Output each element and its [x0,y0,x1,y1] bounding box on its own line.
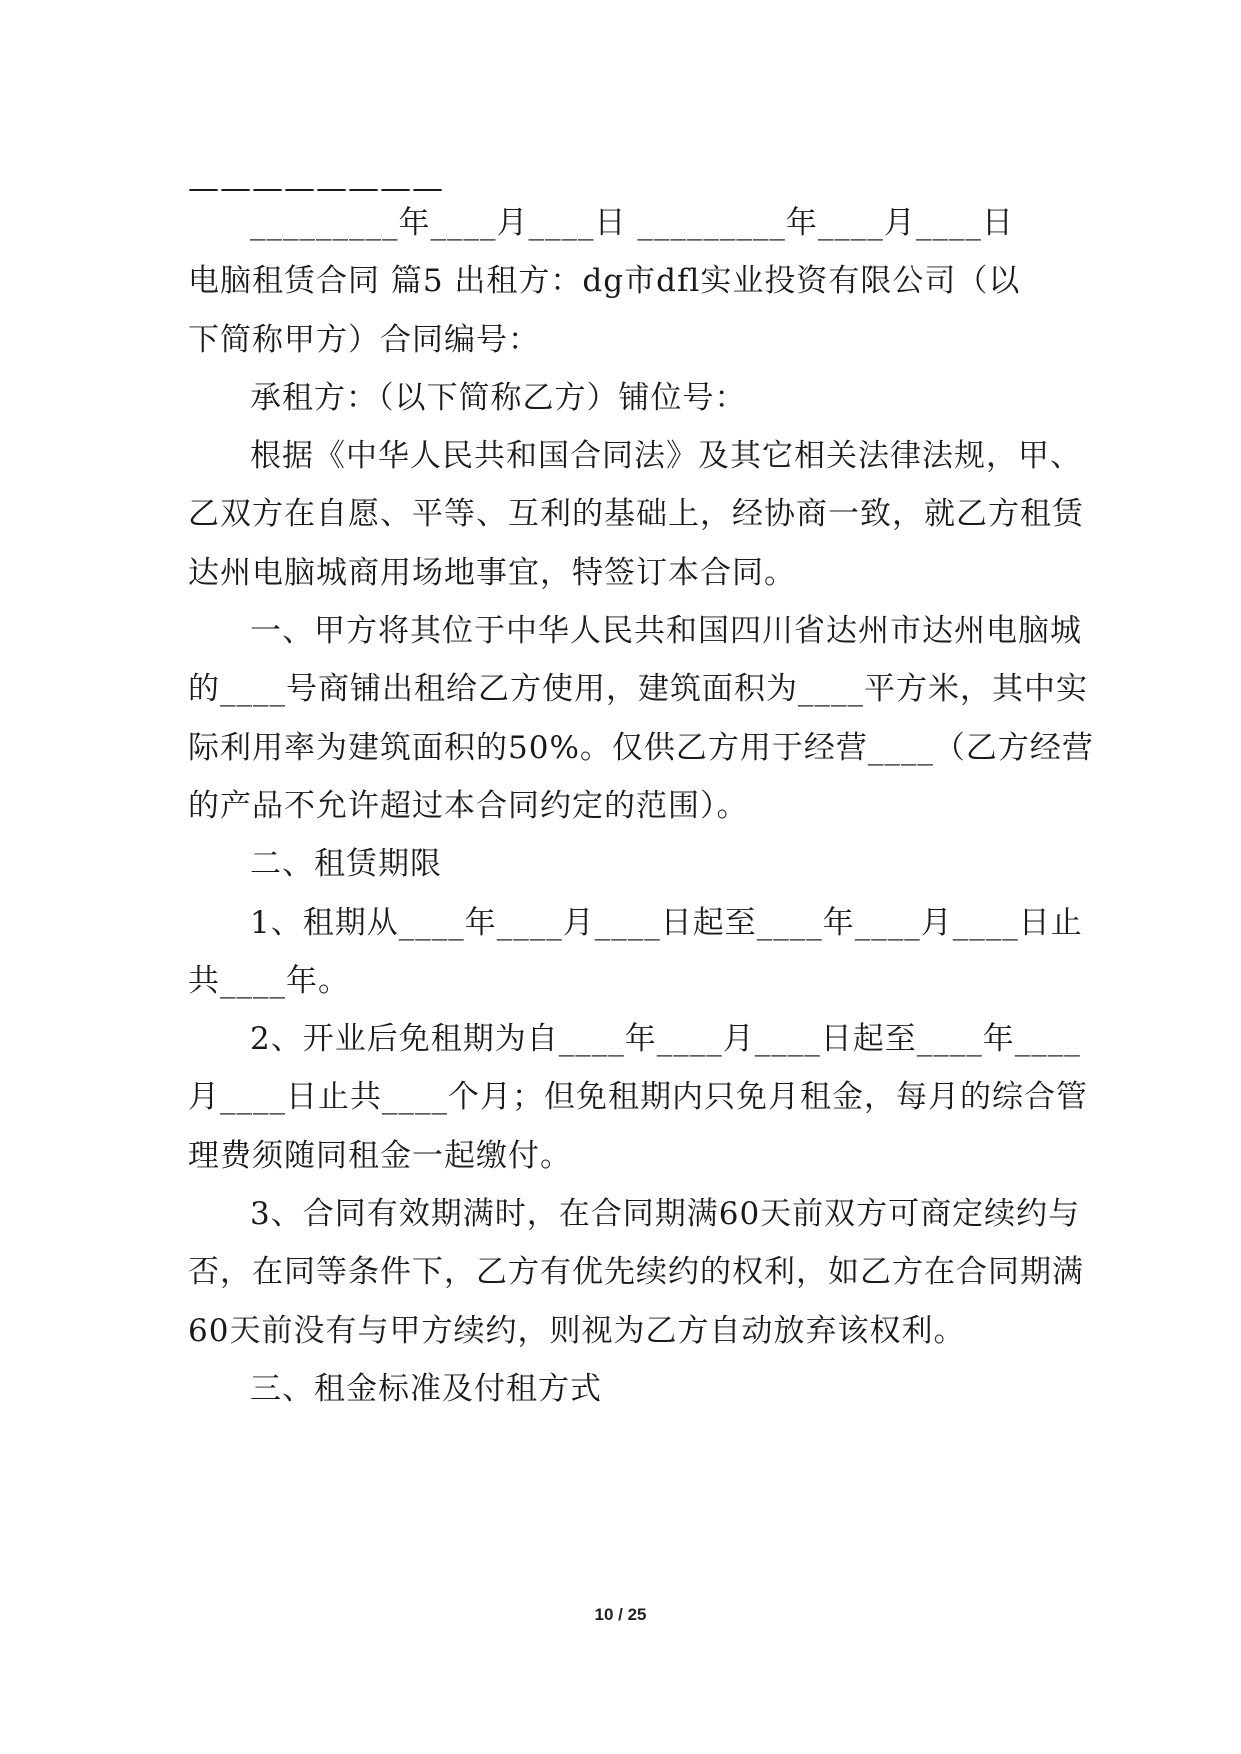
section-heading: 三、租金标准及付租方式 [250,1371,602,1407]
paragraph-line: 共____年。 [188,963,350,999]
paragraph-line: 理费须随同租金一起缴付。 [188,1138,572,1174]
paragraph-line: 下简称甲方）合同编号： [188,322,540,358]
paragraph-line: 否，在同等条件下，乙方有优先续约的权利，如乙方在合同期满 [188,1254,1084,1290]
paragraph-line: 的____号商铺出租给乙方使用，建筑面积为____平方米，其中实 [188,671,1088,707]
clause-1-line: 一、甲方将其位于中华人民共和国四川省达州市达州电脑城 [250,613,1082,649]
contract-heading-line: 电脑租赁合同 篇5 出租方：dg市dfl实业投资有限公司（以 [188,263,1021,299]
paragraph-line: 根据《中华人民共和国合同法》及其它相关法律法规，甲、 [250,438,1082,474]
signature-line: ———————— [188,170,444,206]
clause-line: 3、合同有效期满时，在合同期满60天前双方可商定续约与 [250,1196,1081,1232]
paragraph-line: 60天前没有与甲方续约，则视为乙方自动放弃该权利。 [188,1313,966,1349]
paragraph-line: 的产品不允许超过本合同约定的范围）。 [188,788,749,824]
date-line: _________年____月____日 _________年____月____日 [250,205,1014,241]
clause-line: 2、开业后免租期为自____年____月____日起至____年____ [250,1021,1081,1057]
paragraph-line: 达州电脑城商用场地事宜，特签订本合同。 [188,555,796,591]
lessee-line: 承租方：（以下简称乙方）铺位号： [250,380,747,416]
paragraph-line: 乙双方在自愿、平等、互利的基础上，经协商一致，就乙方租赁 [188,496,1084,532]
paragraph-line: 际利用率为建筑面积的50%。仅供乙方用于经营____（乙方经营 [188,730,1094,766]
page-number: 10 / 25 [594,1605,647,1624]
section-heading: 二、租赁期限 [250,846,442,882]
paragraph-line: 月____日止共____个月；但免租期内只免月租金，每月的综合管 [188,1079,1088,1115]
clause-line: 1、租期从____年____月____日起至____年____月____日止 [250,905,1083,941]
